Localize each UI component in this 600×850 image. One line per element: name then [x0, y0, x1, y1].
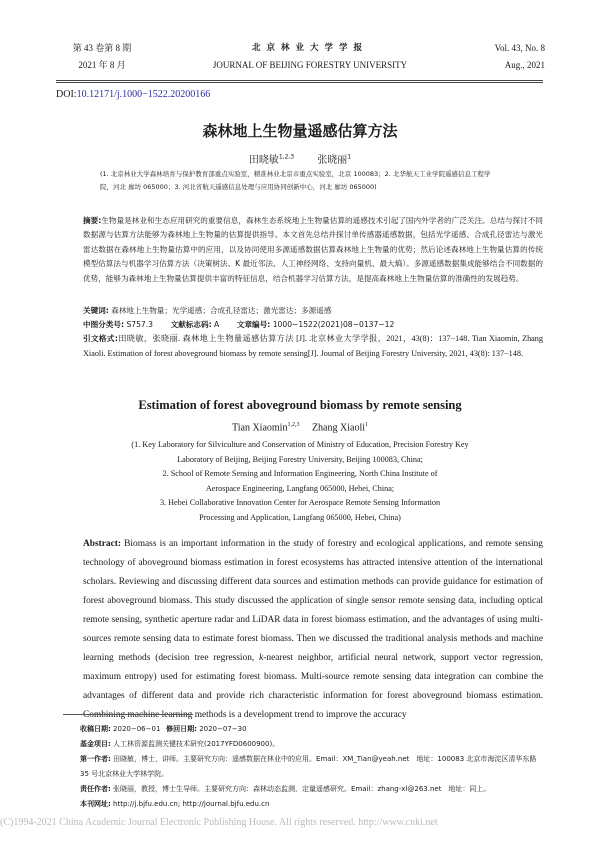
title-cn: 森林地上生物量遥感估算方法 [202, 122, 398, 140]
issue-info-cn [67, 40, 137, 74]
fund-label: 基金项目: [80, 740, 111, 748]
volume-en: Vol. 43, No. 8 [494, 43, 545, 53]
abstract-en [83, 535, 543, 725]
title-en: Estimation of forest aboveground biomass by remote sensing [138, 398, 462, 412]
header-rule [56, 80, 543, 83]
clc-value: S757.3 [126, 320, 153, 329]
author-1-en-sup: 1,2,3 [287, 422, 300, 428]
abstract-en-italic: k [259, 653, 264, 663]
journal-name-en: JOURNAL OF BEIJING FORESTRY UNIVERSITY [212, 60, 408, 70]
affiliation-line: Aerospace Engineering, Langfang 065000, Hebei, China; [205, 483, 395, 493]
article-no-label: 文章编号: [236, 320, 271, 329]
received-date: 2020−06−01 [113, 725, 161, 733]
journal-name-cn: 北京林业大学学报 [251, 43, 368, 53]
author-2-en: Zhang Xiaoli [311, 422, 365, 434]
keywords-cn [83, 304, 543, 318]
abstract-cn-text: 生物量是林业和生态应用研究的重要信息，森林生态系统地上生物量估算的遥感技术引起了国内外学者的广泛关注。总结与探讨不同数据源与估算方法能够为森林地上生物量的估算提供指导。本文首先总结并探讨单传感器遥感数据，包括光学遥感、合成孔径雷达与激光雷达数据在森林地上生物量估算中的应用，以及协同使用多源遥感数据估算森林地上生物量的优势；然后论述森林地上生物量估算的传统模型估算法与机器学习估算方法（决策树法、K 最近邻法、人工神经网络、支持向量机、最大熵）。多源遥感数据集成能够结合不同数据的优势，能够为森林地上生物量估算提供丰富的特征信息，结合机器学习估算方法，是提高森林地上生物量估算的准确性的发展趋势。 [83, 216, 543, 283]
doi [56, 89, 210, 100]
fund-text: 人工林资源监测关键技术研究(2017YFD0600900)。 [113, 740, 280, 748]
doi-link[interactable]: 10.12171/j.1000−1522.20200166 [76, 89, 211, 100]
affiliation-line: 3. Hebei Collaborative Innovation Center for Aerospace Remote Sensing Information [159, 498, 441, 508]
author-1-sup: 1,2,3 [278, 153, 295, 161]
first-author-label: 第一作者: [80, 755, 111, 763]
author-2: 张晓丽 [317, 155, 348, 166]
doc-code-value: A [214, 320, 220, 329]
abstract-en-text: Biomass is an important information in the study of forestry and ecological applications, and remote sensing technology of aboveground biomass estimation in forest ecosystems has attracted intensive attention of the international scholars. Reviewing and discussing different data sources and estimation methods can provide guidance for estimation of forest aboveground biomass. This study discussed the application of single sensor remote sensing data, including optical remote sensing, synthetic aperture radar and LiDAR data in forest biomass estimation, and the advantages of using multi-sources remote sensing data to estimate forest biomass. Then we discussed the traditional analysis methods and machine learning methods (decision tree regression, [83, 539, 543, 663]
fund-line [68, 737, 543, 752]
affiliation-line: (1. Key Laboratory for Silviculture and Conservation of Ministry of Education, Precision Forestry Key [131, 440, 469, 449]
author-1-en: Tian Xiaomin [231, 422, 288, 434]
website-link[interactable]: http://j.bjfu.edu.cn; http://journal.bjfu.edu.cn [113, 800, 270, 808]
article-no-value: 1000−1522(2021)08−0137−12 [272, 320, 395, 329]
revised-date: 2020−07−30 [199, 725, 247, 733]
authors-en [0, 422, 600, 433]
abstract-cn-label: 摘要: [83, 216, 102, 225]
keywords-label: 关键词: [83, 306, 109, 315]
dates-line [68, 722, 543, 737]
corresponding-author-line [68, 782, 543, 797]
author-2-en-sup: 1 [365, 422, 368, 428]
doc-code-label: 文献标志码: [170, 320, 212, 329]
affiliation-line: Laboratory of Beijing, Beijing Forestry University, Beijing 100083, China; [177, 454, 423, 464]
abstract-en-label: Abstract: [83, 539, 122, 549]
author-1: 田晓敏 [248, 155, 279, 166]
issue-info-en [470, 40, 545, 74]
revised-label: 修回日期: [166, 725, 197, 733]
affiliation-line: Processing and Application, Langfang 065000, Hebei, China) [199, 512, 401, 522]
affiliations-en [0, 438, 600, 526]
journal-name [200, 40, 420, 74]
clc-label: 中图分类号: [83, 320, 125, 329]
corresponding-label: 责任作者: [80, 785, 111, 793]
citation-format [83, 332, 543, 361]
first-author-text: 田晓敏，博士，讲师。主要研究方向：遥感数据在林业中的应用。Email：XM_Tian@yeah.net 地址：100083 北京市海淀区清华东路 35 号北京林业大学林学院。 [80, 755, 537, 778]
affiliations-cn: (1. 北京林业大学森林培育与保护教育部重点实验室，精准林业北京市重点实验室，北京 100083；2. 北华航天工业学院遥感信息工程学院，河北 廊坊 065000；3. 河北省航天遥感信息处理与应用协同创新中心，河北 廊坊 065000) [100, 170, 491, 191]
doi-label: DOI: [56, 89, 77, 100]
citation-label: 引文格式: [83, 334, 118, 343]
footnote-rule [63, 714, 193, 715]
classification-line [83, 318, 543, 332]
date-cn: 2021 年 8 月 [78, 60, 126, 70]
corresponding-text: 张晓丽，教授，博士生导师。主要研究方向：森林动态监测，定量遥感研究。Email：zhang-xl@263.net 地址：同上。 [113, 785, 491, 793]
volume-cn: 第 43 卷第 8 期 [72, 43, 132, 53]
abstract-cn [83, 214, 543, 286]
footnotes [68, 722, 543, 812]
date-en: Aug., 2021 [504, 60, 545, 70]
author-2-sup: 1 [347, 153, 352, 161]
affiliation-line: 2. School of Remote Sensing and Information Engineering, North China Institute of [162, 469, 438, 479]
copyright-watermark: (C)1994-2021 China Academic Journal Electronic Publishing House. All rights reserved. http://www.cnki.net [0, 817, 438, 828]
abstract-en-text: -nearest neighbor, artificial neural network, support vector regression, maximum entropy) used for estimating forest biomass. Multi-source remote sensing data integration can combine the advantages of different data and provide rich characteristic information for forest aboveground biomass estimation. Combining machine learning methods is a development trend to improve the accuracy [83, 653, 543, 720]
keywords-text: 森林地上生物量；光学遥感；合成孔径雷达；激光雷达；多源遥感 [111, 306, 332, 315]
website-line [68, 797, 543, 812]
received-label: 收稿日期: [80, 725, 111, 733]
authors-cn [0, 151, 600, 166]
website-label: 本刊网址: [80, 800, 111, 808]
first-author-line [68, 752, 543, 782]
citation-text: 田晓敏，张晓丽. 森林地上生物量遥感估算方法 [J]. 北京林业大学学报，2021，43(8)：137−148. Tian Xiaomin, Zhang Xiaoli. Estimation of forest aboveground biomass by remote sensing[J]. Journal of Beijing Forestry University, 2021, 43(8): 137−148. [83, 334, 543, 358]
